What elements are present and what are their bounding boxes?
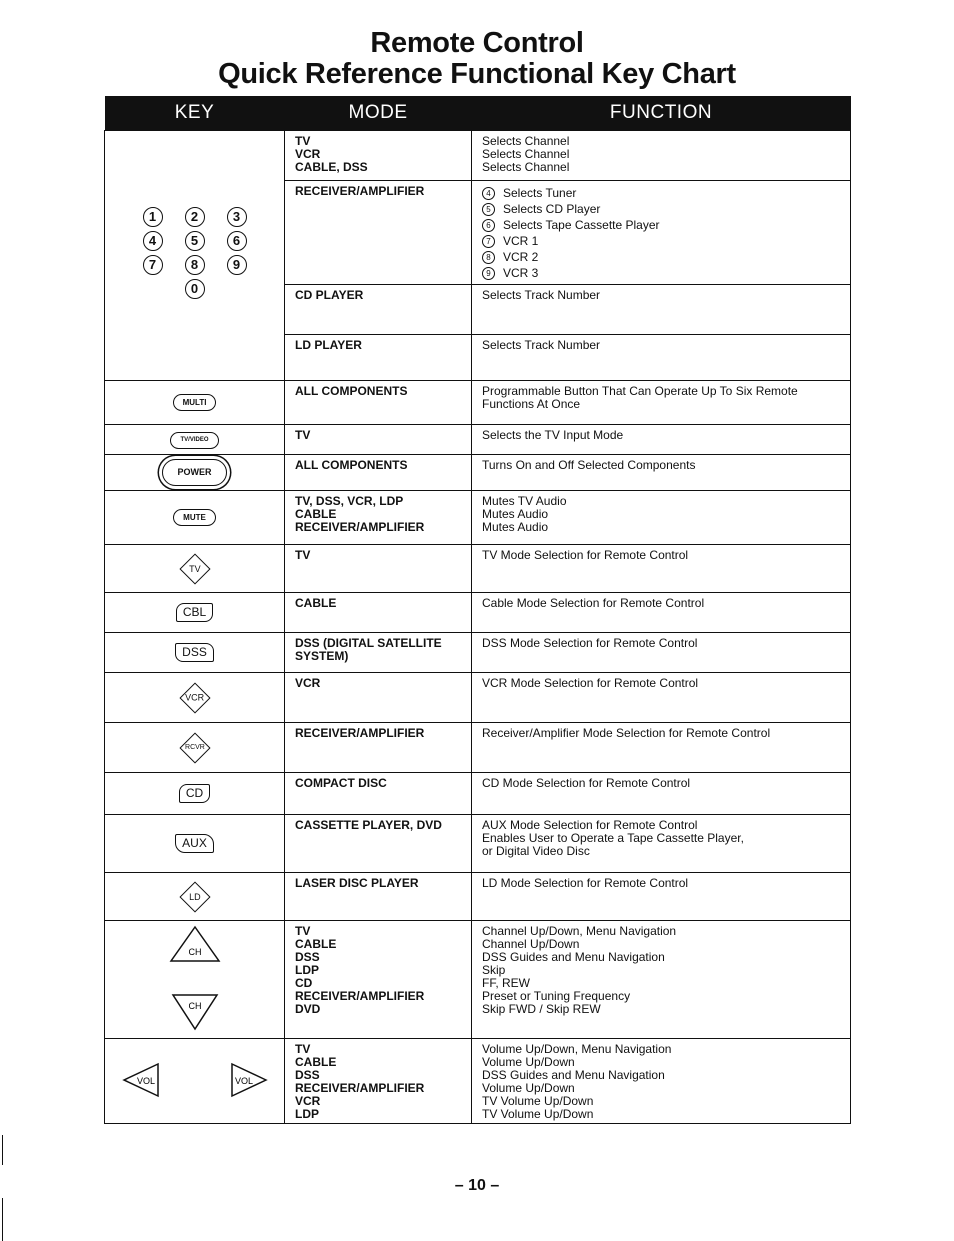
mode-cell: RECEIVER/AMPLIFIER	[285, 181, 472, 285]
cd-key-cell	[105, 773, 285, 815]
number-badge: 9	[482, 267, 495, 280]
function-cell: 4 Selects Tuner 5 Selects CD Player 6 Selects Tape Cassette Player 7 VCR 1 8 VCR 2 9 VCR 3	[472, 181, 851, 285]
mode-cell: LASER DISC PLAYER	[285, 873, 472, 921]
dss-mode-button-icon: DSS	[175, 643, 214, 662]
cable-mode-button-icon: CBL	[176, 603, 213, 622]
mode-cell: TV, DSS, VCR, LDP CABLE RECEIVER/AMPLIFIER	[285, 491, 472, 545]
rcvr-key-cell	[105, 723, 285, 773]
mode-cell: ALL COMPONENTS	[285, 381, 472, 425]
function-cell: Selects Channel Selects Channel Selects Channel	[472, 131, 851, 181]
function-cell: Selects Track Number	[472, 335, 851, 381]
number-badge: 6	[482, 219, 495, 232]
svg-text:VOL: VOL	[234, 1075, 253, 1086]
mode-cell: TV VCR CABLE, DSS	[285, 131, 472, 181]
number-badge: 5	[482, 203, 495, 216]
svg-text:VOL: VOL	[136, 1075, 155, 1086]
receiver-mode-button-icon: RCVR	[179, 732, 210, 763]
function-cell: Channel Up/Down, Menu Navigation Channel Up/Down DSS Guides and Menu Navigation Skip FF, REW Preset or Tuning Frequency Skip FWD / Skip REW	[472, 921, 851, 1039]
cbl-key-cell	[105, 593, 285, 633]
ld-mode-button-icon: LD	[179, 881, 210, 912]
dss-key-cell	[105, 633, 285, 673]
mode-cell: RECEIVER/AMPLIFIER	[285, 723, 472, 773]
power-key-cell	[105, 455, 285, 491]
ch-key-cell	[105, 921, 285, 1039]
number-key-9: 9	[227, 255, 247, 275]
mode-cell: CABLE	[285, 593, 472, 633]
scan-edge-mark	[2, 1135, 3, 1165]
cd-mode-button-icon: CD	[179, 784, 210, 803]
number-key-0: 0	[185, 279, 205, 299]
header-mode: MODE	[285, 96, 472, 131]
ld-key-cell	[105, 873, 285, 921]
key-chart-table	[104, 96, 851, 1124]
vcr-key-cell	[105, 673, 285, 723]
function-cell: Turns On and Off Selected Components	[472, 455, 851, 491]
mode-cell: CASSETTE PLAYER, DVD	[285, 815, 472, 873]
mode-cell: VCR	[285, 673, 472, 723]
mode-cell: COMPACT DISC	[285, 773, 472, 815]
function-cell: VCR Mode Selection for Remote Control	[472, 673, 851, 723]
function-cell: CD Mode Selection for Remote Control	[472, 773, 851, 815]
tv-key-cell	[105, 545, 285, 593]
function-cell: DSS Mode Selection for Remote Control	[472, 633, 851, 673]
number-key-2: 2	[185, 207, 205, 227]
function-cell: Programmable Button That Can Operate Up To Six Remote Functions At Once	[472, 381, 851, 425]
mute-button-icon: MUTE	[173, 509, 216, 526]
mute-key-cell	[105, 491, 285, 545]
number-keys-cell	[105, 131, 285, 381]
number-key-3: 3	[227, 207, 247, 227]
mode-cell: TV	[285, 425, 472, 455]
mode-cell: CD PLAYER	[285, 285, 472, 335]
page-number: – 10 –	[454, 1177, 500, 1194]
channel-up-down-icon	[165, 923, 225, 1033]
mode-cell: DSS (DIGITAL SATELLITE SYSTEM)	[285, 633, 472, 673]
function-cell: AUX Mode Selection for Remote Control Enables User to Operate a Tape Cassette Player, or Digital Video Disc	[472, 815, 851, 873]
svg-text:CH: CH	[188, 1001, 201, 1011]
vol-key-cell	[105, 1039, 285, 1124]
function-cell: Cable Mode Selection for Remote Control	[472, 593, 851, 633]
svg-text:CH: CH	[188, 947, 201, 957]
header-key: KEY	[105, 96, 285, 131]
multi-button-icon: MULTI	[173, 394, 217, 411]
mode-cell: TV CABLE DSS LDP CD RECEIVER/AMPLIFIER DVD	[285, 921, 472, 1039]
mode-cell: TV CABLE DSS RECEIVER/AMPLIFIER VCR LDP	[285, 1039, 472, 1124]
power-button-icon: POWER	[162, 459, 226, 486]
number-badge: 4	[482, 187, 495, 200]
multi-key-cell	[105, 381, 285, 425]
function-cell: Receiver/Amplifier Mode Selection for Remote Control	[472, 723, 851, 773]
number-key-6: 6	[227, 231, 247, 251]
mode-cell: LD PLAYER	[285, 335, 472, 381]
vcr-mode-button-icon: VCR	[179, 682, 210, 713]
function-cell: TV Mode Selection for Remote Control	[472, 545, 851, 593]
number-badge: 7	[482, 235, 495, 248]
scan-edge-mark	[2, 1198, 3, 1241]
number-key-1: 1	[143, 207, 163, 227]
volume-up-down-icon	[120, 1060, 270, 1100]
tv-mode-button-icon: TV	[179, 553, 210, 584]
mode-cell: TV	[285, 545, 472, 593]
number-key-4: 4	[143, 231, 163, 251]
function-cell: Selects the TV Input Mode	[472, 425, 851, 455]
number-key-7: 7	[143, 255, 163, 275]
header-function: FUNCTION	[472, 96, 851, 131]
function-cell: Mutes TV Audio Mutes Audio Mutes Audio	[472, 491, 851, 545]
tv-video-button-icon: TV/VIDEO	[170, 432, 218, 449]
number-badge: 8	[482, 251, 495, 264]
title-line-1: Remote Control	[370, 27, 584, 59]
function-cell: Selects Track Number	[472, 285, 851, 335]
tv-video-key-cell	[105, 425, 285, 455]
aux-mode-button-icon: AUX	[175, 834, 214, 853]
mode-cell: ALL COMPONENTS	[285, 455, 472, 491]
aux-key-cell	[105, 815, 285, 873]
title-line-2: Quick Reference Functional Key Chart	[218, 58, 736, 90]
function-cell: LD Mode Selection for Remote Control	[472, 873, 851, 921]
number-key-8: 8	[185, 255, 205, 275]
number-key-5: 5	[185, 231, 205, 251]
function-cell: Volume Up/Down, Menu Navigation Volume Up/Down DSS Guides and Menu Navigation Volume Up/Down TV Volume Up/Down TV Volume Up/Down	[472, 1039, 851, 1124]
